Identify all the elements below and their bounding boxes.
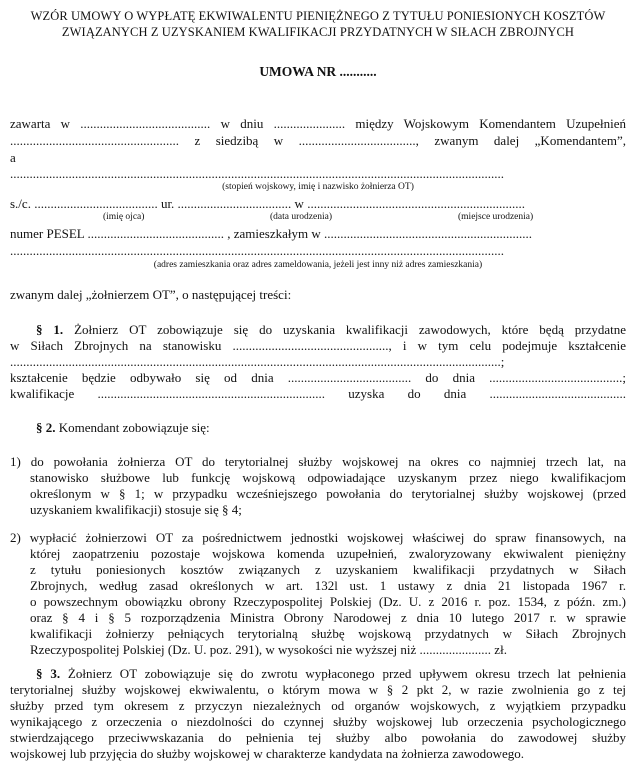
section-3-line-4: wynikającego z orzeczenia o niezdolności do czynnej służby wojskowej lub orzeczenia psychologicznego bbox=[10, 714, 626, 729]
section-2-point-2-line-7: kwalifikacji żołnierzy pełniących terytorialną służbę wojskową przydatnych w Siłach Zbrojnych bbox=[30, 626, 626, 641]
section-2-point-1-line-1: 1) do powołania żołnierza OT do terytorialnej służby wojskowej na okres co najmniej trzech lat, na bbox=[10, 454, 626, 469]
section-2-point-1-line-3: określonym w § 1; w przypadku wcześniejszego powołania do terytorialnej służby wojskowej (przed bbox=[30, 486, 626, 501]
section-1-line-2: w Siłach Zbrojnych na stanowisku ................................................, i w tym celu podejmuje kształcenie bbox=[10, 338, 626, 353]
pesel-address-field: numer PESEL .......................................... , zamieszkałym w ................................................................ bbox=[10, 226, 533, 241]
caption-birth-date: (data urodzenia) bbox=[270, 212, 332, 222]
section-2-number: § 2. bbox=[36, 420, 56, 435]
section-3-line-1 bbox=[10, 666, 626, 682]
section-3-text: Żołnierz OT zobowiązuje się do zwrotu wypłaconego przed upływem okresu trzech lat pełnienia bbox=[60, 666, 626, 681]
section-2-heading bbox=[10, 420, 626, 436]
section-1-line-4: kształcenie będzie odbywało się od dnia ...................................... do dnia .........................................; bbox=[10, 370, 626, 385]
section-1-line-3: .......................................................................................................................................................; bbox=[10, 354, 505, 369]
caption-soldier: (stopień wojskowy, imię i nazwisko żołnierza OT) bbox=[222, 182, 414, 192]
birth-details-field: s./c. ...................................... ur. ................................... w ................................................................... bbox=[10, 196, 525, 211]
caption-birth-place: (miejsce urodzenia) bbox=[458, 212, 534, 222]
section-3-line-5: stwierdzającego przeciwwskazania do pełnienia tej służby albo powołania do zawodowej służby bbox=[10, 730, 626, 745]
parties-closing-line: zwanym dalej „żołnierzem OT”, o następującej treści: bbox=[10, 287, 292, 302]
section-2-point-2-line-3: z tytułu poniesionych kosztów związanych z uzyskaniem kwalifikacji przydatnych w Siłach bbox=[30, 562, 626, 577]
section-3-line-6: wojskowej lub przyjęcia do służby wojskowej w charakterze kandydata na żołnierza zawodowego. bbox=[10, 746, 525, 761]
section-2-point-2-line-2: której zaopatrzeniu pozostaje wojskowa komenda uzupełnień, zwaloryzowany ekwiwalent pieniężny bbox=[30, 546, 626, 561]
section-1-line-5: kwalifikacje ...................................................................... uzyska do dnia .......................................... bbox=[10, 386, 626, 401]
section-3-line-2: terytorialnej służby wojskowej ekwiwalentu, o którym mowa w § 2 pkt 2, w razie zwolnienia go z tej bbox=[10, 682, 626, 697]
section-2-point-2-line-4: Zbrojnych, według zasad określonych w art. 132l ust. 1 ustawy z dnia 21 listopada 1967 r. bbox=[30, 578, 626, 593]
section-1-text: Żołnierz OT zobowiązuje się do uzyskania kwalifikacji zawodowych, które będą przydatne bbox=[63, 322, 626, 337]
document-title-line-2: ZWIĄZANYCH Z UZYSKANIEM KWALIFIKACJI PRZYDATNYCH W SIŁACH ZBROJNYCH bbox=[61, 25, 575, 39]
section-2-point-1-line-4: uzyskaniem kwalifikacji) stosuje się § 4; bbox=[30, 502, 242, 517]
section-2-point-2-line-5: o powszechnym obowiązku obrony Rzeczypospolitej Polskiej (Dz. U. z 2016 r. poz. 1534, z późn. zm.) bbox=[30, 594, 626, 609]
section-1-line-1 bbox=[10, 322, 626, 338]
parties-line-3: a bbox=[10, 150, 16, 165]
section-2-point-1-line-2: stanowisko służbowe lub funkcję wojskową odpowiadające uzyskanym przez niego kwalifikacjom bbox=[30, 470, 626, 485]
soldier-name-field: ........................................................................................................................................................ bbox=[10, 166, 504, 181]
caption-address: (adres zamieszkania oraz adres zameldowania, jeżeli jest inny niż adres zamieszkania) bbox=[153, 260, 483, 270]
section-2-point-2-line-1: 2) wypłacić żołnierzowi OT za pośrednictwem jednostki wojskowej właściwej do spraw finansowych, na bbox=[10, 530, 626, 545]
section-3-line-3: służby przed tym okresem z przyczyn niezależnych od organów wojskowych, z wyjątkiem przypadku bbox=[10, 698, 626, 713]
contract-number-heading: UMOWA NR ........... bbox=[259, 64, 377, 79]
section-2-point-2-line-8: Rzeczypospolitej Polskiej (Dz. U. poz. 291), w wysokości nie wyższej niż ...................... zł. bbox=[30, 642, 507, 657]
document-title-line-1: WZÓR UMOWY O WYPŁATĘ EKWIWALENTU PIENIĘŻNEGO Z TYTUŁU PONIESIONYCH KOSZTÓW bbox=[30, 9, 606, 23]
parties-line-1: zawarta w ........................................ w dniu ...................... między Wojskowym Komendantem Uzupełnień bbox=[10, 116, 626, 131]
caption-father-name: (imię ojca) bbox=[103, 212, 145, 222]
section-2-point-2-line-6: oraz § 4 i § 5 rozporządzenia Ministra Obrony Narodowej z dnia 10 lutego 2017 r. w sprawie bbox=[30, 610, 626, 625]
section-2-heading-text: Komendant zobowiązuje się: bbox=[55, 420, 210, 435]
section-3-number: § 3. bbox=[36, 666, 61, 681]
parties-line-2: .................................................... z siedzibą w ...................................., zwanym dalej „Komendantem”, bbox=[10, 133, 626, 148]
section-1-number: § 1. bbox=[36, 322, 64, 337]
address-field: ........................................................................................................................................................ bbox=[10, 243, 504, 258]
